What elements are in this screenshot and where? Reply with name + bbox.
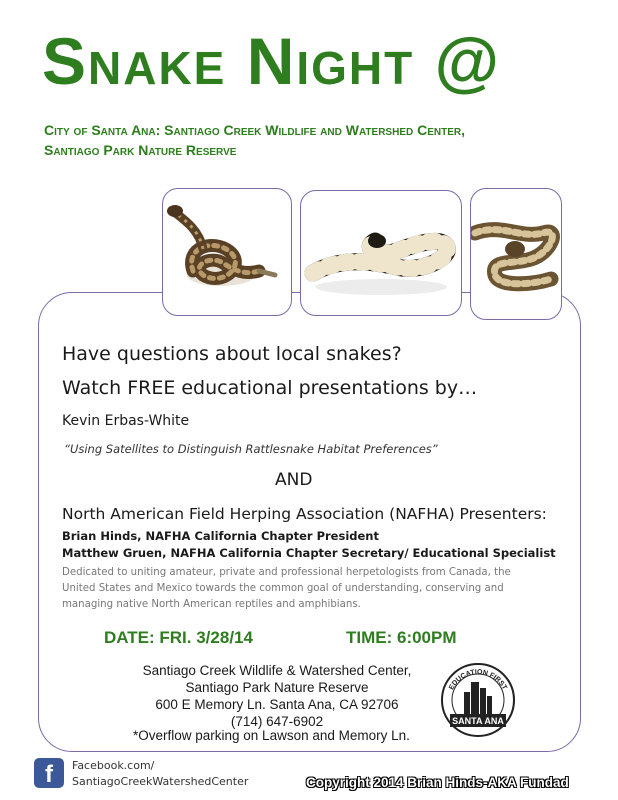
subtitle-line-1: City of Santa Ana: Santiago Creek Wildlife and Watershed Center, (44, 122, 465, 138)
talk-title: “Using Satellites to Distinguish Rattlesnake Habitat Preferences” (64, 442, 438, 456)
organization-description: Dedicated to uniting amateur, private and professional herpetologists from Canada, the United States and Mexico towards the common goal of understanding, conserving and managing native North American reptiles and amphibians. (62, 567, 511, 610)
event-address (132, 662, 422, 730)
subtitle-line-2: Santiago Park Nature Reserve (44, 142, 237, 158)
phone-number: (714) 647-6902 (230, 714, 324, 729)
rattlesnake-photo (162, 188, 292, 316)
parking-note: *Overflow parking on Lawson and Memory Ln. (133, 728, 410, 743)
page-title: Snake Night @ (42, 24, 501, 98)
facebook-icon[interactable]: f (34, 758, 64, 788)
facebook-link[interactable] (72, 758, 248, 790)
event-date: DATE: FRI. 3/28/14 (104, 628, 253, 647)
question-line: Have questions about local snakes? (62, 343, 402, 365)
kingsnake-photo (300, 190, 462, 316)
address-line-2: Santiago Park Nature Reserve (185, 680, 369, 695)
logo-top-text: EDUCATION FIRST (448, 668, 508, 692)
organization-heading: North American Field Herping Association (NAFHA) Presenters: (62, 505, 547, 523)
and-separator: AND (275, 470, 313, 490)
gopher-snake-photo (470, 188, 562, 320)
santa-ana-education-first-logo (440, 662, 516, 738)
facebook-line-1[interactable]: Facebook.com/ (72, 759, 155, 772)
address-line-3: 600 E Memory Ln. Santa Ana, CA 92706 (155, 697, 399, 712)
event-time: TIME: 6:00PM (346, 628, 457, 647)
logo-bottom-text: SANTA ANA (452, 716, 504, 726)
venue-subtitle (44, 120, 465, 160)
watch-line: Watch FREE educational presentations by… (62, 377, 478, 399)
gopher-snake-illustration (471, 189, 561, 319)
address-line-1: Santiago Creek Wildlife & Watershed Center, (142, 663, 412, 678)
facebook-line-2[interactable]: SantiagoCreekWatershedCenter (72, 775, 249, 788)
presenter-2: Matthew Gruen, NAFHA California Chapter Secretary/ Educational Specialist (62, 546, 556, 560)
copyright-watermark: Copyright 2014 Brian Hinds-AKA Fundad (306, 775, 569, 790)
kingsnake-illustration (301, 191, 461, 315)
speaker-name: Kevin Erbas-White (62, 413, 190, 429)
rattlesnake-illustration (163, 189, 291, 315)
presenter-1: Brian Hinds, NAFHA California Chapter President (62, 529, 379, 543)
